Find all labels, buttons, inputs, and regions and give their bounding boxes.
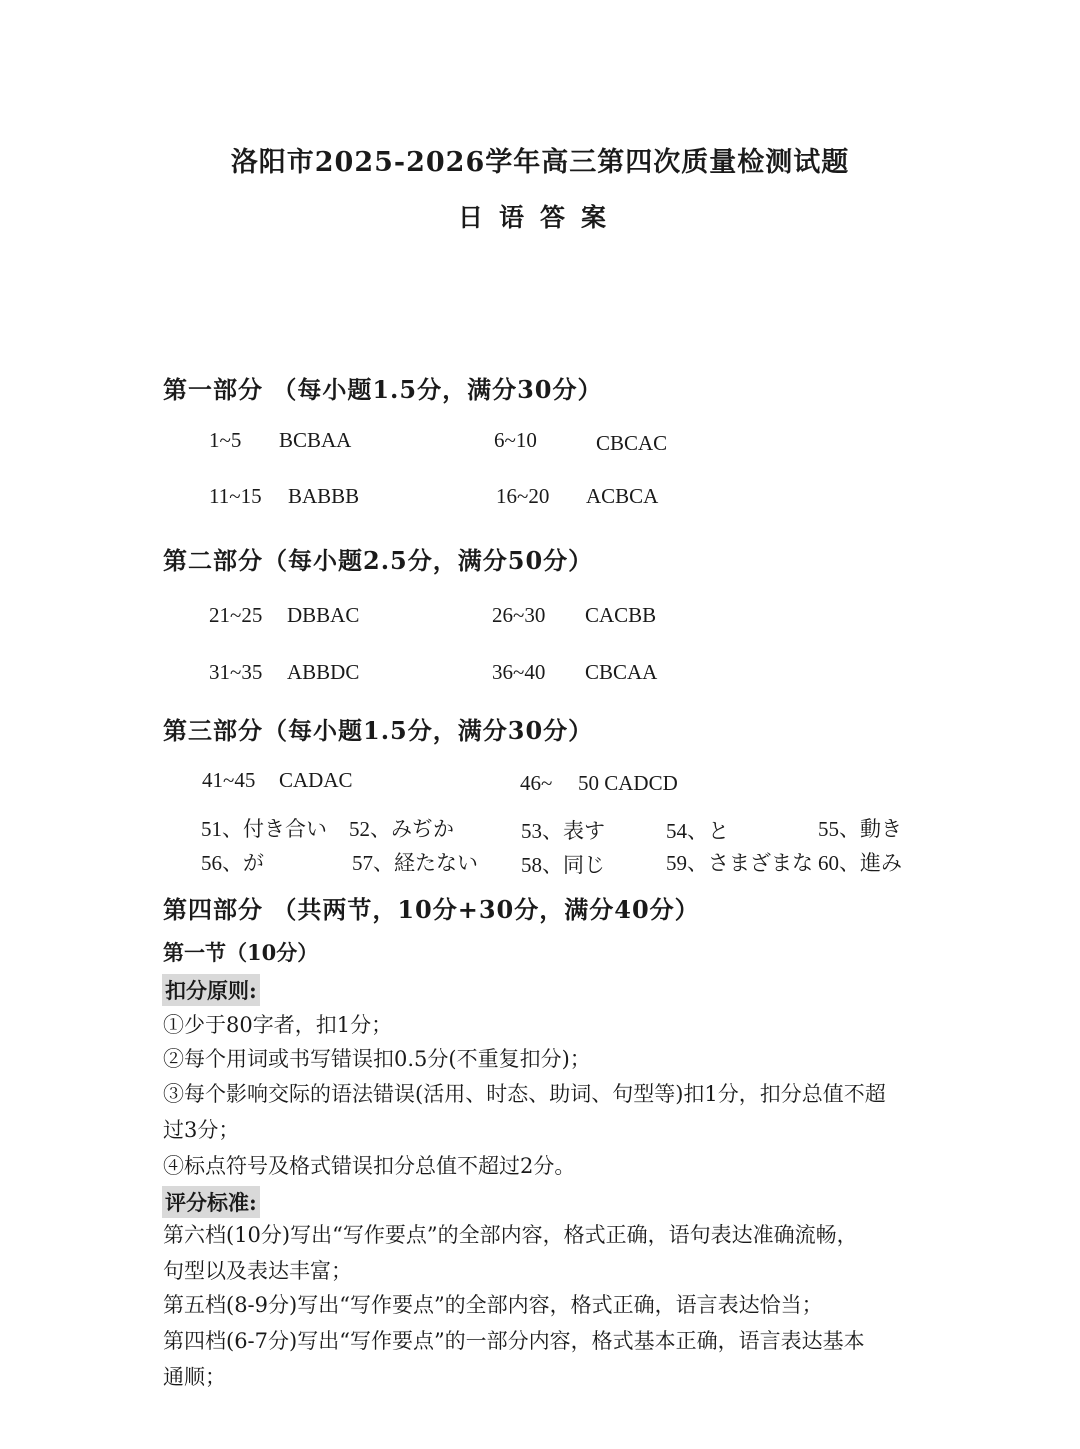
answer-range: 16~20	[496, 484, 550, 508]
answer-range: 11~15	[209, 484, 262, 508]
answer-letters: BCBAA	[279, 428, 352, 452]
deduction-line: ③每个影响交际的语法错误(活用、时态、助词、句型等)扣1分，扣分总值不超	[163, 1082, 886, 1106]
answer-letters: 50 CADCD	[578, 771, 678, 795]
blank-answer: 54、と	[666, 819, 729, 843]
scoring-line: 通顺；	[163, 1365, 226, 1389]
answer-range: 36~40	[492, 660, 546, 684]
scoring-line: 第五档(8-9分)写出“写作要点”的全部内容，格式正确，语言表达恰当；	[163, 1293, 823, 1317]
answer-group	[494, 428, 667, 453]
part3-heading: 第三部分（每小题1.5分，满分30分）	[163, 716, 594, 745]
answer-letters: CADAC	[279, 768, 353, 792]
answer-group	[520, 771, 678, 796]
deduction-line: ④标点符号及格式错误扣分总值不超过2分。	[163, 1154, 576, 1178]
answer-range: 6~10	[494, 428, 537, 452]
answer-range: 26~30	[492, 603, 546, 627]
part4-heading: 第四部分 （共两节，10分+30分，满分40分）	[163, 895, 700, 924]
part2-heading: 第二部分（每小题2.5分，满分50分）	[163, 546, 594, 575]
scoring-line: 第四档(6-7分)写出“写作要点”的一部分内容，格式基本正确，语言表达基本	[163, 1329, 865, 1353]
answer-group	[496, 484, 658, 509]
scoring-line: 句型以及表达丰富；	[163, 1259, 352, 1283]
scoring-line: 第六档(10分)写出“写作要点”的全部内容，格式正确，语句表达准确流畅，	[163, 1223, 858, 1247]
answer-letters: BABBB	[288, 484, 360, 508]
scoring-standards-heading: 评分标准:	[162, 1186, 260, 1218]
blank-answer: 59、さまざまな	[666, 851, 813, 875]
part1-heading: 第一部分 （每小题1.5分，满分30分）	[163, 375, 603, 404]
answer-letters: CACBB	[585, 603, 657, 627]
deduction-line: ②每个用词或书写错误扣0.5分(不重复扣分)；	[163, 1047, 591, 1071]
blank-answer: 57、経たない	[352, 851, 478, 875]
deduction-line: ①少于80字者，扣1分；	[163, 1013, 393, 1037]
deduction-line: 过3分；	[163, 1118, 240, 1142]
answer-group	[209, 603, 359, 628]
answer-range: 1~5	[209, 428, 242, 452]
answer-range: 46~	[520, 771, 553, 795]
answer-range: 21~25	[209, 603, 263, 627]
section1-heading: 第一节（10分）	[163, 940, 319, 965]
blank-answer: 53、表す	[521, 819, 605, 843]
answer-group	[202, 768, 353, 793]
answer-range: 41~45	[202, 768, 256, 792]
blank-answer: 56、が	[201, 851, 264, 875]
answer-letters: ACBCA	[586, 484, 659, 508]
document-subtitle: 日语答案	[457, 203, 622, 232]
document-title: 洛阳市2025-2026学年高三第四次质量检测试题	[230, 147, 850, 178]
deduction-principles-heading: 扣分原则:	[162, 974, 260, 1006]
answer-group	[492, 660, 657, 685]
answer-range: 31~35	[209, 660, 263, 684]
blank-answer: 60、進み	[818, 851, 902, 875]
answer-letters: ABBDC	[287, 660, 360, 684]
answer-group	[209, 660, 359, 685]
answer-group	[209, 484, 359, 509]
blank-answer: 55、動き	[818, 817, 902, 841]
answer-letters: CBCAA	[585, 660, 658, 684]
blank-answer: 51、付き合い	[201, 817, 327, 841]
blank-answer: 52、みぢか	[349, 817, 454, 841]
answer-letters: CBCAC	[596, 431, 668, 455]
blank-answer: 58、同じ	[521, 853, 605, 877]
answer-letters: DBBAC	[287, 603, 360, 627]
answer-group	[492, 603, 656, 628]
answer-group	[209, 428, 351, 453]
